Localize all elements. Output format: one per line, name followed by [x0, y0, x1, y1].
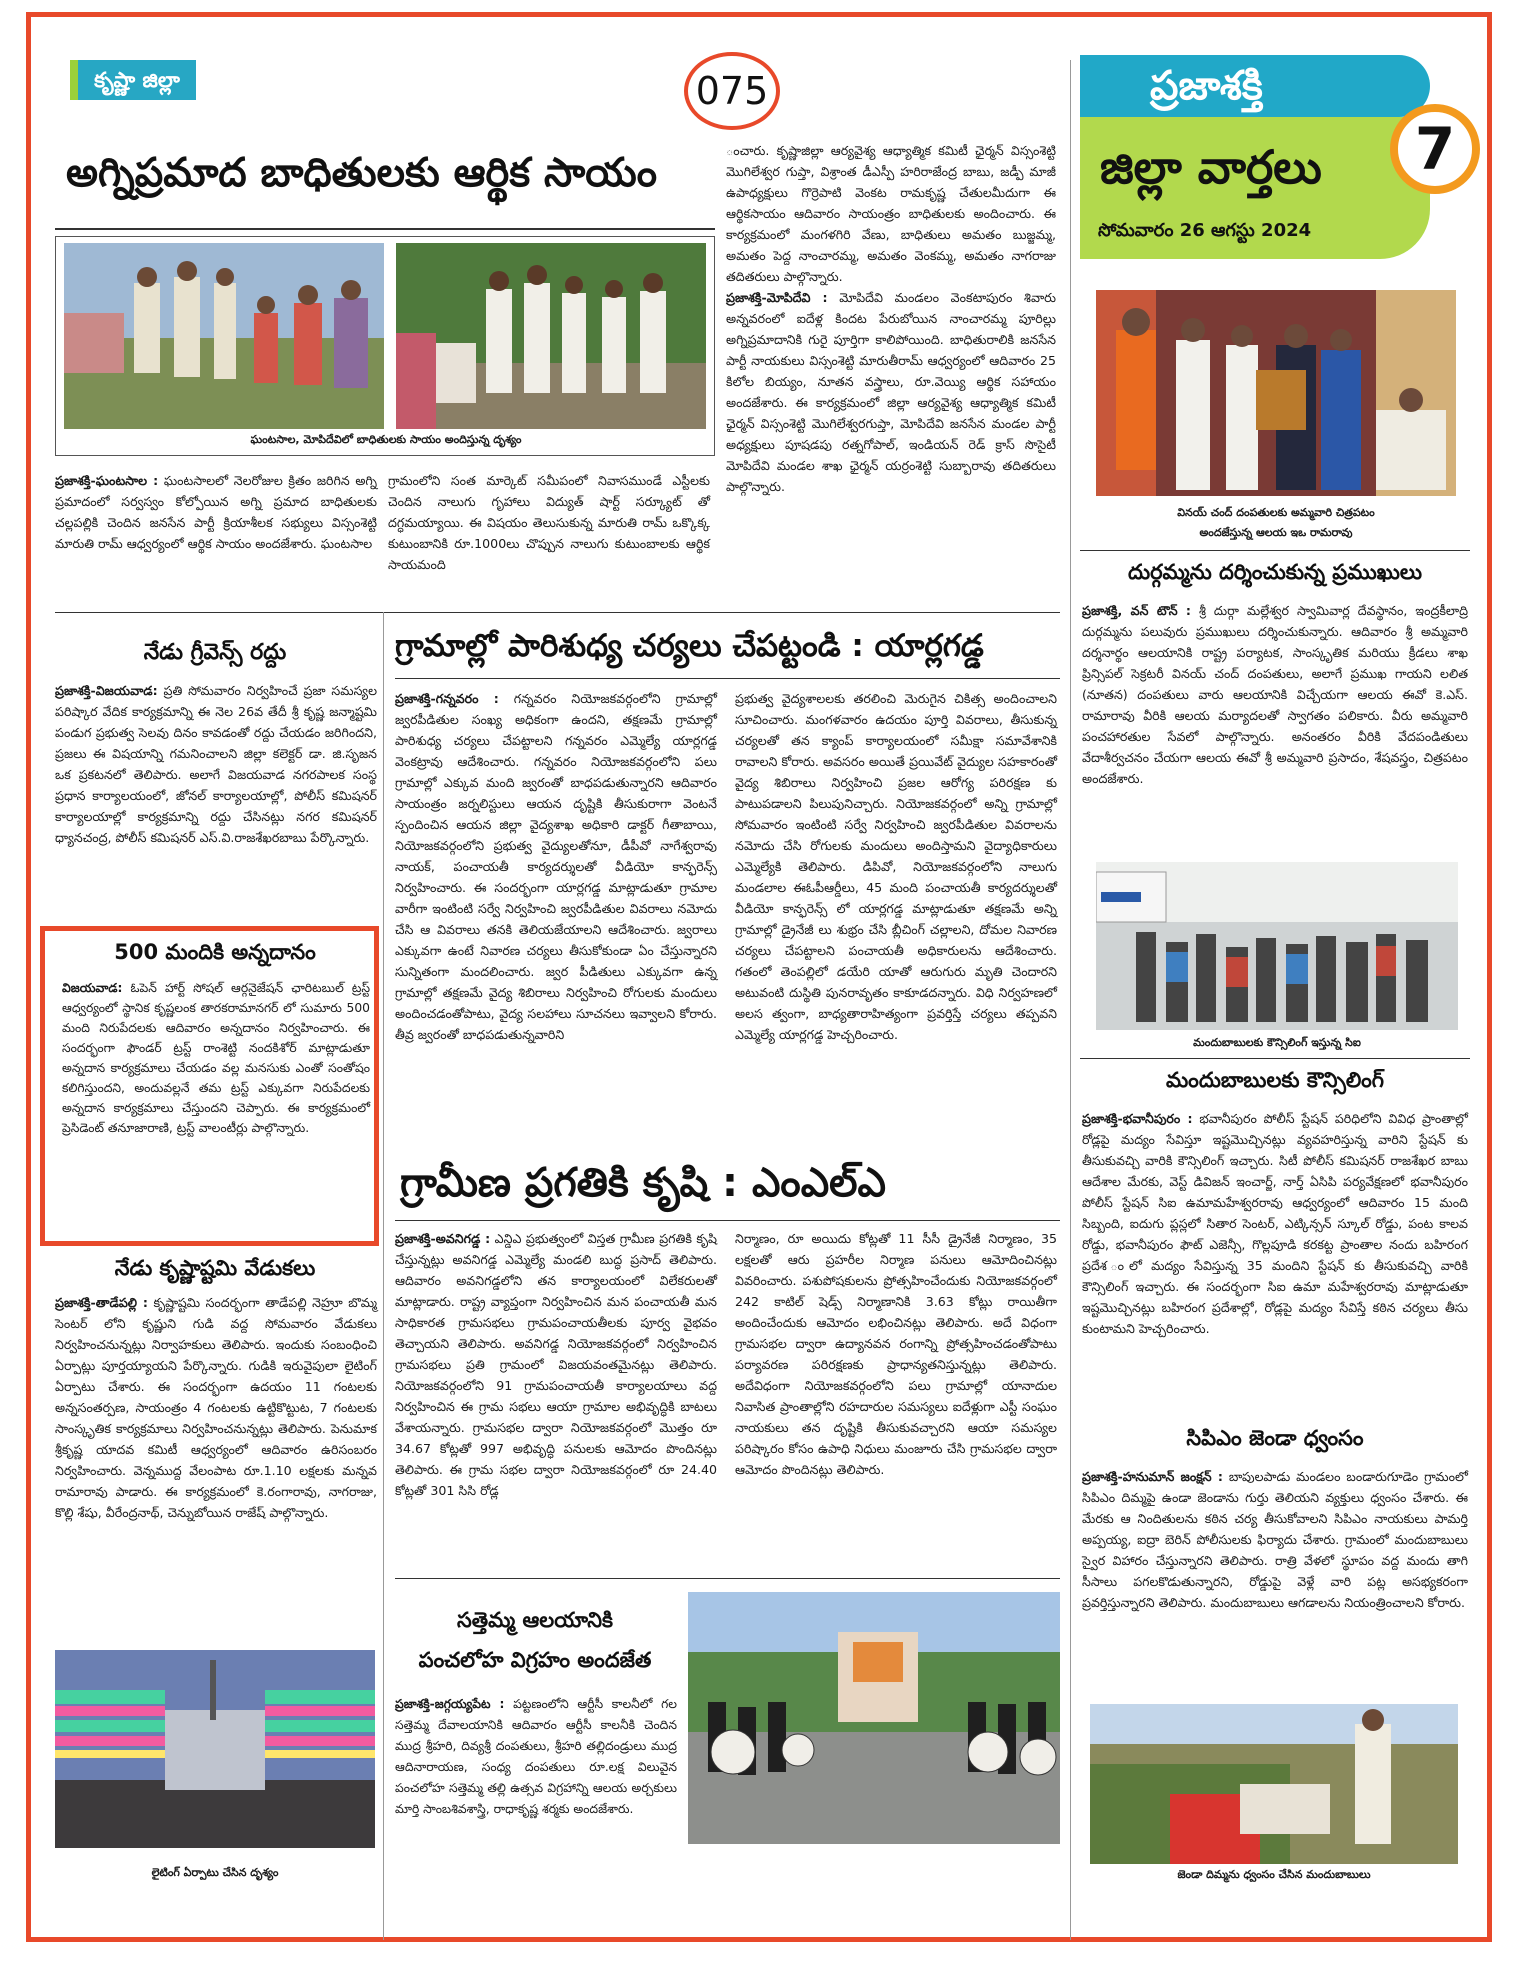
temple-procession-photo [688, 1592, 1060, 1844]
counselling-caption: మందుబాబులకు కౌన్సిలింగ్ ఇస్తున్న సిఐ [1193, 1036, 1361, 1049]
section-title: జిల్లా వార్తలు [1100, 140, 1322, 194]
lighting-caption: లైటింగ్ ఏర్పాటు చేసిన దృశ్యం [151, 1866, 279, 1879]
mla-col1 [395, 1228, 717, 1501]
sanitation-dateline: ప్రజాశక్తి-గన్నవరం : [395, 691, 499, 706]
counselling-headline: మందుబాబులకు కౌన్సిలింగ్ [1165, 1068, 1385, 1092]
fire-dateline: ప్రజాశక్తి-ఘంటసాల : [55, 473, 159, 488]
temple-dateline: ప్రజాశక్తి-జగ్గయ్యపేట : [395, 1697, 505, 1711]
grievance-dateline: ప్రజాశక్తి-విజయవాడ: [55, 683, 158, 698]
krishnashtami-dateline: ప్రజాశక్తి-తాడేపల్లి : [55, 1295, 148, 1310]
cpm-text: బాపులపాడు మండలం బండారుగూడెం గ్రామంలో సిపిఎం దిమ్మపై ఉండా జెండాను గుర్తు తెలియని వ్యక్తులు ధ్వంసం చేశారు. ఈ మేరకు ఆ నిందితులను కఠిన చర్య తీసుకోవాలని సిపిఎం నాయకులు పామర్తి అప్పయ్య, ఐద్రా బెరిన్ పోలీసులకు ఫిర్యాదు చేశారు. గ్రామంలో మందుబాబులు స్వైర విహారం చేస్తున్నారని తెలిపారు. రాత్రి వేళలో స్థూపం వద్ద మందు తాగి సీసాలు పగలకొడుతున్నారని, రోడ్డుపై వెళ్లే వారి పట్ల అసభ్యకరంగా ప్రవర్తిస్తున్నారని తెలిపారు. మందుబాబులు ఆగడాలను నియంత్రించాలని కోరారు. [1082, 1469, 1468, 1610]
durga-text: శ్రీ దుర్గా మల్లేశ్వర స్వామివార్ల దేవస్థానం, ఇంద్రకీలాద్రి దుర్గమ్మను పలువురు ప్రముఖులు దర్శించుకున్నారు. ఆదివారం శ్రీ అమ్మవారి దర్శనార్థం ఆలయానికి రాష్ట్ర పర్యాటక, సాంస్కృతిక మరియు క్రీడలు శాఖ ప్రిన్సిపల్ సెక్రటరీ వినయ్ చంద్ దంపతులు, అలాగే ప్రముఖ గాయని లలిత (నూతన) దంపతులు వారు ఆలయానికి విచ్చేయగా ఆలయ ఈవో కె.ఎస్. రామారావు వీరికి ఆలయ మర్యాదలతో స్వాగతం పలికారు. వీరు అమ్మవారి పంచహారతుల సేవలో పాల్గొన్నారు. అనంతరం వీరికి వేదపండితులు వేదాశీర్వచనం చేయగా ఆలయ ఈవో శ్రీ అమ్మవారి ప్రసాదం, శేషవస్త్రం, చిత్రపటం అందజేశారు. [1082, 603, 1469, 786]
durga-dateline: ప్రజాశక్తి, వన్ టౌన్ : [1082, 603, 1191, 618]
issue-date: సోమవారం 26 ఆగస్టు 2024 [1098, 220, 1312, 241]
sanitation-headline: గ్రామాల్లో పారిశుధ్య చర్యలు చేపట్టండి : యార్లగడ్డ [395, 628, 984, 664]
durga-body [1082, 600, 1468, 789]
annadanam-dateline: విజయవాడ: [62, 981, 123, 995]
grievance-text: ప్రతి సోమవారం నిర్వహించే ప్రజా సమస్యల పరిష్కార వేదిక కార్యక్రమాన్ని ఈ నెల 26వ తేదీ శ్రీ కృష్ణ జన్మాష్టమి పండుగ ప్రభుత్వ సెలవు దినం కావడంతో రద్దు చేయడం జరిగిందని, ప్రజలు ఈ విషయాన్ని గమనించాలని జిల్లా కలెక్టర్ డా. జి.సృజన ఒక ప్రకటనలో తెలిపారు. అలాగే విజయవాడ నగరపాలక సంస్థ ప్రధాన కార్యాలయంలో, జోనల్ కార్యాలయాల్లో, పోలీస్ కమిషనర్ కార్యాలయాల్లో కార్యక్రమాన్ని రద్దు చేసినట్లు నగర కమిషనర్ ధ్యానచంద్ర, పోలీస్ కమిషనర్ ఎస్.వి.రాజశేఖరబాబు పేర్కొన్నారు. [55, 683, 378, 845]
divider [395, 1220, 1060, 1221]
lighting-photo [55, 1650, 375, 1848]
counselling-text: భవానీపురం పోలీస్ స్టేషన్ పరిధిలోని వివిధ ప్రాంతాల్లో రోడ్లపై మద్యం సేవిస్తూ ఇష్టమొచ్చినట్లు వ్యవహరిస్తున్న వారిని స్టేషన్ కు తీసుకువచ్చి వారికి కౌన్సిలింగ్ ఇచ్చారు. సిటీ పోలీస్ కమిషనర్ రాజశేఖర బాబు ఆదేశాల మేరకు, వెస్ట్ డివిజన్ ఇంచార్జ్, నార్త్ ఏసిపి పర్యవేక్షణలో భవానీపురం పోలీస్ స్టేషన్ సిఐ ఉమామహేశ్వరరావు ఆధ్వర్యంలో ఆదివారం 15 మంది సిబ్బంది, ఐదుగు ప్లస్లలో సితార సెంటర్, ఎట్కిన్సన్ స్కూల్ రోడ్డు, పంట కాలవ రోడ్డు, భవానీపురం ఫౌట్ ఎజెన్సీ, గొల్లపూడి కరకట్ట ప్రాంతాల నందు బహిరంగ ప్రదేశ ంలో మద్యం సేవిస్తున్న 35 మందిని స్టేషన్ కు తీసుకువచ్చి వారికి కౌన్సిలింగ్ ఇచ్చారు. ఈ సందర్భంగా సిఐ ఉమా మహేశ్వరరావు మాట్లాడుతూ ఇష్టమొచ్చినట్లు బహిరంగ ప్రదేశాల్లో, రోడ్లపై మద్యం సేవిస్తే కఠిన చర్యలు తీసు కుంటామని హెచ్చరించారు. [1082, 1111, 1469, 1336]
article-fire-photo-frame [55, 236, 715, 456]
temple-text: పట్టణంలోని ఆర్టీసీ కాలనీలో గల సత్తెమ్మ దేవాలయానికి ఆదివారం ఆర్టీసీ కాలనీకి చెందిన ముద్ర శ్రీహరి, దివ్యశ్రీ దంపతులు, శ్రీహరి తల్లిదండ్రులు ముద్ర ఆదినారాయణ, సంధ్య దంపతులు రూ.లక్ష విలువైన పంచలోహ సత్తెమ్మ తల్లి ఉత్సవ విగ్రహాన్ని ఆలయ అర్చకులు మార్తి సాంబశివశాస్త్రి, రాధాకృష్ణ శర్మకు అందజేశారు. [395, 1697, 677, 1816]
divider [1080, 550, 1470, 551]
divider [55, 612, 1060, 613]
district-tab: కృష్ణా జిల్లా [70, 60, 196, 100]
grievance-body [55, 680, 377, 848]
fire-col3-text: ంచారు. కృష్ణాజిల్లా ఆర్యవైశ్య ఆధ్యాత్మిక కమిటీ ఛైర్మన్ విస్సంశెట్టి మొగిలేశ్వర గుప్తా, విశ్రాంత డీఎస్పీ హరిరాజేంద్ర బాబు, జడ్పీ మాజీ ఉపాధ్యక్షులు గొర్రెపాటి వెంకట రామకృష్ణ చేతులమీదుగా ఈ ఆర్థికసాయం ఆదివారం సాయంత్రం బాధితులకు అందించారు. ఈ కార్యక్రమంలో మంగళగిరి వేణు, బాధితులు అమతం బుజ్జమ్మ, అమతం పెద్ద నాంచారమ్మ, అమతం వెంకమ్మ, అమతం నాగరాజు తదితరులు పాల్గొన్నారు. [726, 143, 1056, 284]
mla-col1-text: ఎన్డిఎ ప్రభుత్వంలో విస్తత గ్రామీణ ప్రగతికి కృషి చేస్తున్నట్లు అవనిగడ్డ ఎమ్మెల్యే మండలి బుద్ధ ప్రసాద్ తెలిపారు. ఆదివారం అవనిగడ్డలోని తన కార్యాలయంలో విలేకరులతో మాట్లాడారు. రాష్ట్ర వ్యాప్తంగా నిర్వహించిన మన పంచాయతీ మన సాధికారత గ్రామసభలు గ్రామపంచాయతీలకు పూర్వ వైభవం తెచ్చాయని తెలిపారు. అవనిగడ్డ నియోజకవర్గంలో నిర్వహించిన గ్రామసభలు ప్రతి గ్రామంలో విజయవంతమైనట్లు తెలిపారు. నియోజకవర్గంలోని 91 గ్రామపంచాయతీ కార్యాలయాలు వద్ద నిర్వహించిన ఈ గ్రామ సభలు ఆయా గ్రామాల అభివృద్ధికి బాటలు వేశాయన్నారు. గ్రామసభల ద్వారా నియోజకవర్గంలో మొత్తం రూ 34.67 కోట్లతో 997 అభివృద్ధి పనులకు ఆమోదం పొందినట్లు తెలిపారు. ఈ గ్రామ సభల ద్వారా నియోజకవర్గంలో రూ 24.40 కోట్లతో 301 సిసి రోడ్ల [395, 1231, 717, 1498]
sanitation-col2: ప్రభుత్వ వైద్యశాలలకు తరలించి మెరుగైన చికిత్స అందించాలని సూచించారు. మంగళవారం ఉదయం పూర్తి వివరాలు, తీసుకున్న చర్యలతో తన క్యాంప్ కార్యాలయంలో సమీక్షా సమావేశానికి రావాలని కోరారు. అవసరం అయితే ప్రయివేట్ వైద్యుల సహకారంతో వైద్య శిబిరాలు నిర్వహించి ప్రజల ఆరోగ్య పరిరక్షణ కు పాటుపడాలని పిలుపునిచ్చారు. నియోజకవర్గంలో అన్ని గ్రామాల్లో సోమవారం ఇంటింటి సర్వే నిర్వహించి జ్వరపీడితుల వివరాలను నమోదు చేసి రోగులకు మందులు అందిస్తామని వైద్యాధికారులు ఎమ్మెల్యేకి తెలిపారు. డిపివో, నియోజకవర్గంలోని నాలుగు మండలాల ఈఓపీఆర్డీలు, 45 మంది పంచాయతీ కార్యదర్శులతో వీడియో కాన్ఫరెన్స్ లో యార్లగడ్డ మాట్లాడుతూ తక్షణమే అన్ని గ్రామాల్లో డ్రైనేజీ లు శుభ్రం చేసి బ్లీచింగ్ చల్లాలని, దోమల నివారణ చర్యలు చేపట్టాలని పంచాయతీ అధికారులను ఆదేశించారు. గతంలో తెంపల్లిలో డయేరి యాతో ఆరుగురు మృతి చెందారని అటువంటి దుస్థితి పునరావృతం కాకూడదన్నారు. విధి నిర్వహణలో అలస త్వంగా, బాధ్యతారాహిత్యంగా ప్రవర్తిస్తే చర్యలు తప్పవని ఎమ్మెల్యే యార్లగడ్డ హెచ్చరించారు. [735, 691, 1057, 1042]
mla-dateline: ప్రజాశక్తి-అవనిగడ్డ : [395, 1231, 491, 1246]
cpm-flag-photo [1090, 1704, 1458, 1864]
durga-temple-photo [1096, 290, 1456, 496]
mopidevi-text: మోపిదేవి మండలం వెంకటాపురం శివారు అన్నవరంలో ఐదేళ్ల కిందట పేరుబోయిన నాంచారమ్మ పూరిల్లు అగ్నిప్రమాదానికి గురై పూర్తిగా కాలిపోయింది. బాధితురాలికి జనసేన పార్టీ నాయకులు విస్సంశెట్టి మారుతీరామ్ ఆధ్వర్యంలో ఆదివారం 25 కిలోల బియ్యం, నూతన వస్త్రాలు, రూ.వెయ్యి ఆర్థిక సహాయం అందజేశారు. ఈ కార్యక్రమంలో జిల్లా ఆర్యవైశ్య ఆధ్యాత్మిక కమిటీ ఛైర్మన్ విస్సంశెట్టి మొగిలేశ్వరగుప్తా, మోపిదేవి జనసేన మండల పార్టీ అధ్యక్షులు పూషడపు రత్నగోపాల్, ఇండియన్ రెడ్ క్రాస్ సొసైటీ మోపిదేవి మండల శాఖ ఛైర్మన్ యర్రంశెట్టి సుబ్బారావు తదితరులు పాల్గొన్నారు. [726, 290, 1056, 494]
counselling-photo [1096, 862, 1458, 1030]
counselling-dateline: ప్రజాశక్తి-భవానీపురం : [1082, 1111, 1193, 1126]
durga-caption-line2: అందజేస్తున్న ఆలయ ఇఒ రామరావు [1199, 526, 1353, 539]
krishnashtami-body [55, 1292, 377, 1523]
fire-col2: గ్రామంలోని సంత మార్కెట్ సమీపంలో నివాసముండే ఎస్టీలకు చెందిన నాలుగు గృహాలు విద్యుత్ షార్ట్ సర్క్యూట్ తో దగ్ధమయ్యాయి. ఈ విషయం తెలుసుకున్న మారుతి రామ్ ఒక్కొక్క కుటుంబానికి రూ.1000లు చొప్పున నాలుగు కుటుంబాలకు ఆర్థిక సాయమంది [388, 473, 710, 572]
fire-photo-ghantasala [64, 243, 384, 429]
divider [55, 228, 715, 230]
krishnashtami-text: కృష్ణాష్టమి సందర్భంగా తాడేపల్లి నెహ్రూ బొమ్మ సెంటర్ లోని కృష్ణుని గుడి వద్ద సోమవారం వేడుకలు నిర్వహించనున్నట్లు నిర్వాహకులు తెలిపారు. ఇందుకు సంబంధించి ఏర్పాట్లు పూర్తయ్యాయని పేర్కొన్నారు. గుడికి ఇరువైపులా లైటింగ్ ఏర్పాటు చేశారు. ఈ సందర్భంగా ఉదయం 11 గంటలకు అన్నసంతర్పణ, సాయంత్రం 4 గంటలకు ఉట్టికొట్టుట, 7 గంటలకు సాంస్కృతిక కార్యక్రమాలు నిర్వహించనున్నట్లు తెలిపారు. పెనుమాక శ్రీకృష్ణ యాదవ కమిటీ ఆధ్వర్యంలో ఆదివారం ఉరిసంబరం నిర్వహించారు. వెన్నముద్ద వేలంపాట రూ.1.10 లక్షలకు మన్నవ రామారావు పాడారు. ఈ కార్యక్రమంలో కె.రంగారావు, నాగరాజు, కొల్లి శేషు, వీరేంద్రనాథ్, చెన్నుబోయిన రాజేష్ పాల్గొన్నారు. [55, 1295, 377, 1520]
divider [395, 678, 1060, 679]
cpm-dateline: ప్రజాశక్తి-హనుమాన్ జంక్షన్ : [1082, 1469, 1223, 1484]
paper-name: ప్రజాశక్తి [1080, 55, 1430, 117]
sanitation-col1-text: గన్నవరం నియోజకవర్గంలోని గ్రామాల్లో జ్వరపీడితుల సంఖ్య అధికంగా ఉందని, తక్షణమే గ్రామాల్లో పారిశుధ్య చర్యలు చేపట్టాలని గన్నవరం ఎమ్మెల్యే యార్లగడ్డ వెంకట్రావు ఆదేశించారు. గన్నవరం నియోజకవర్గంలోని పలు గ్రామాల్లో ఎక్కువ మంది జ్వరంతో బాధపడుతున్నారని ఆదివారం సాయంత్రం జర్నలిస్టులు ఆయన దృష్టికి తీసుకురాగా వెంటనే స్పందించిన ఆయన జిల్లా వైద్యశాఖ అధికారి డాక్టర్ గీతాబాయి, నియోజకవర్గంలోని ప్రభుత్వ వైద్యులతోనూ, డీపీవో నాగేశ్వరావు నాయక్, పంచాయతీ కార్యదర్శులతో వీడియో కాన్ఫరెన్స్ నిర్వహించారు. ఈ సందర్భంగా యార్లగడ్డ మాట్లాడుతూ గ్రామాల వారీగా ఇంటింటి సర్వే నిర్వహించి జ్వరపీడితుల వివరాలు నమోదు చేసి ఆ వివరాలు తనకి తెలియజేయాలని ఆదేశించారు. జ్వరాలు ఎక్కువగా ఉంటే నివారణ చర్యలు తీసుకోకుండా ఏం చేస్తున్నారని సున్నితంగా మందలించారు. జ్వర పీడితులు ఎక్కువగా ఉన్న గ్రామాల్లో తక్షణమే వైద్య శిబిరాలు నిర్వహించి రోగులకు మందులు అందించడంతోపాటు, వైద్య సలహాలు సూచనలు ఇవ్వాలని కోరారు. తీవ్ర జ్వరంతో బాధపడుతున్నవారిని [395, 691, 717, 1042]
mla-col2: నిర్మాణం, రూ అయిదు కోట్లతో 11 సీసీ డ్రైనేజీ నిర్మాణం, 35 లక్షలతో ఆరు ప్రహరీల నిర్మాణ పనులు ఆమోదించినట్లు వివరించారు. పశుపోషకులను ప్రోత్సహించేందుకు నియోజకవర్గంలో 242 కాటిల్ షెడ్స్ నిర్మాణానికి 3.63 కోట్లు రాయితీగా అందించేందుకు ఆమోదం లభించినట్లు తెలిపారు. అదే విధంగా గ్రామసభల ద్వారా ఉద్యానవన రంగాన్ని ప్రోత్సహించడంతోపాటు పర్యావరణ పరిరక్షణకు ప్రాధాన్యతనిస్తున్నట్లు తెలిపారు. అదేవిధంగా నియోజకవర్గంలోని పలు గ్రామాల్లో యానాదుల నివాసిత ప్రాంతాల్లోని రహదారుల సమస్యలు ఐదేళ్లుగా ఎస్టీ సంఘం నాయకులు తన దృష్టికి తీసుకువచ్చారని ఆయా సమస్యల పరిష్కారం కోసం ఉపాధి నిధులు మంజూరు చేసి గ్రామసభల ద్వారా ఆమోదం పొందినట్లు తెలిపారు. [735, 1231, 1057, 1477]
fire-col1 [55, 470, 377, 554]
fire-photo-mopidevi [396, 243, 706, 429]
counselling-body [1082, 1108, 1468, 1339]
divider [1080, 1058, 1470, 1059]
annadanam-body [62, 978, 370, 1138]
cpm-headline: సిపిఎం జెండా ధ్వంసం [1186, 1426, 1364, 1450]
annadanam-text: ఓపెన్ హార్ట్ సోషల్ ఆర్గనైజేషన్ ఛారిటబుల్ ట్రస్ట్ ఆధ్వర్యంలో స్థానిక కృష్ణలంక తారకరామానగర్ లో సుమారు 500 మంది నిరుపేదలకు ఆదివారం అన్నదానం నిర్వహించారు. ఈ సందర్భంగా ఫౌండర్ ట్రస్ట్ రాంశెట్టి నందకిశోర్ మాట్లాడుతూ అన్నదాన కార్యక్రమాలు చేయడం వల్ల మనసుకు ఎంతో సంతోషం కలిగిస్తుందని, అందువల్లనే తమ ట్రస్ట్ ఎక్కువగా నిరుపేదలకు అన్నదాన కార్యక్రమాలు చేస్తుందని చెప్పారు. ఈ కార్యక్రమంలో ప్రెసిడెంట్ తనూజారాణి, ట్రస్ట్ వాలంటీర్లు పాల్గొన్నారు. [62, 981, 370, 1135]
fire-photo-caption: ఘంటసాల, మోపిదేవిలో బాధితులకు సాయం అందిస్తున్న దృశ్యం [250, 433, 522, 446]
fire-col1-text: ఘంటసాలలో నెలరోజుల క్రితం జరిగిన అగ్ని ప్రమాదంలో సర్వస్వం కోల్పోయిన అగ్ని ప్రమాద బాధితులకు చల్లపల్లికి చెందిన జనసేన పార్టీ క్రియాశీలక సభ్యులు విస్సంశెట్టి మారుతి రామ్ ఆధ్వర్యంలో ఆర్థిక సాయం అందజేశారు. ఘంటసాల [55, 473, 377, 551]
page-code-badge: 075 [684, 52, 780, 130]
annadanam-headline: 500 మందికి అన్నదానం [114, 940, 316, 964]
grievance-headline: నేడు గ్రీవెన్స్ రద్దు [143, 640, 287, 665]
cpm-body [1082, 1466, 1468, 1613]
sanitation-col1 [395, 688, 717, 1045]
temple-headline-line1: సత్తెమ్మ ఆలయానికి [457, 1608, 613, 1632]
cpm-caption: జెండా దిమ్మను ధ్వంసం చేసిన మందుబాబులు [1177, 1868, 1371, 1881]
column-rule [1070, 60, 1071, 1940]
page-number-badge: 7 [1390, 104, 1480, 194]
durga-caption-line1: వినయ్ చంద్ దంపతులకు అమ్మవారి చిత్రపటం [1177, 506, 1375, 519]
divider [395, 1578, 1060, 1579]
mla-headline: గ్రామీణ ప్రగతికి కృషి : ఎంఎల్ఎ [400, 1160, 886, 1206]
fire-col3 [726, 140, 1056, 497]
article-fire-headline: అగ్నిప్రమాద బాధితులకు ఆర్థిక సాయం [66, 150, 658, 196]
temple-headline-line2: పంచలోహ విగ్రహం అందజేత [418, 1648, 652, 1672]
durga-headline: దుర్గమ్మను దర్శించుకున్న ప్రముఖులు [1128, 560, 1422, 584]
krishnashtami-headline: నేడు కృష్ణాష్టమి వేడుకలు [114, 1256, 316, 1280]
mopidevi-dateline: ప్రజాశక్తి-మోపిదేవి : [726, 290, 828, 305]
column-rule [383, 612, 384, 1940]
temple-body [395, 1694, 677, 1820]
